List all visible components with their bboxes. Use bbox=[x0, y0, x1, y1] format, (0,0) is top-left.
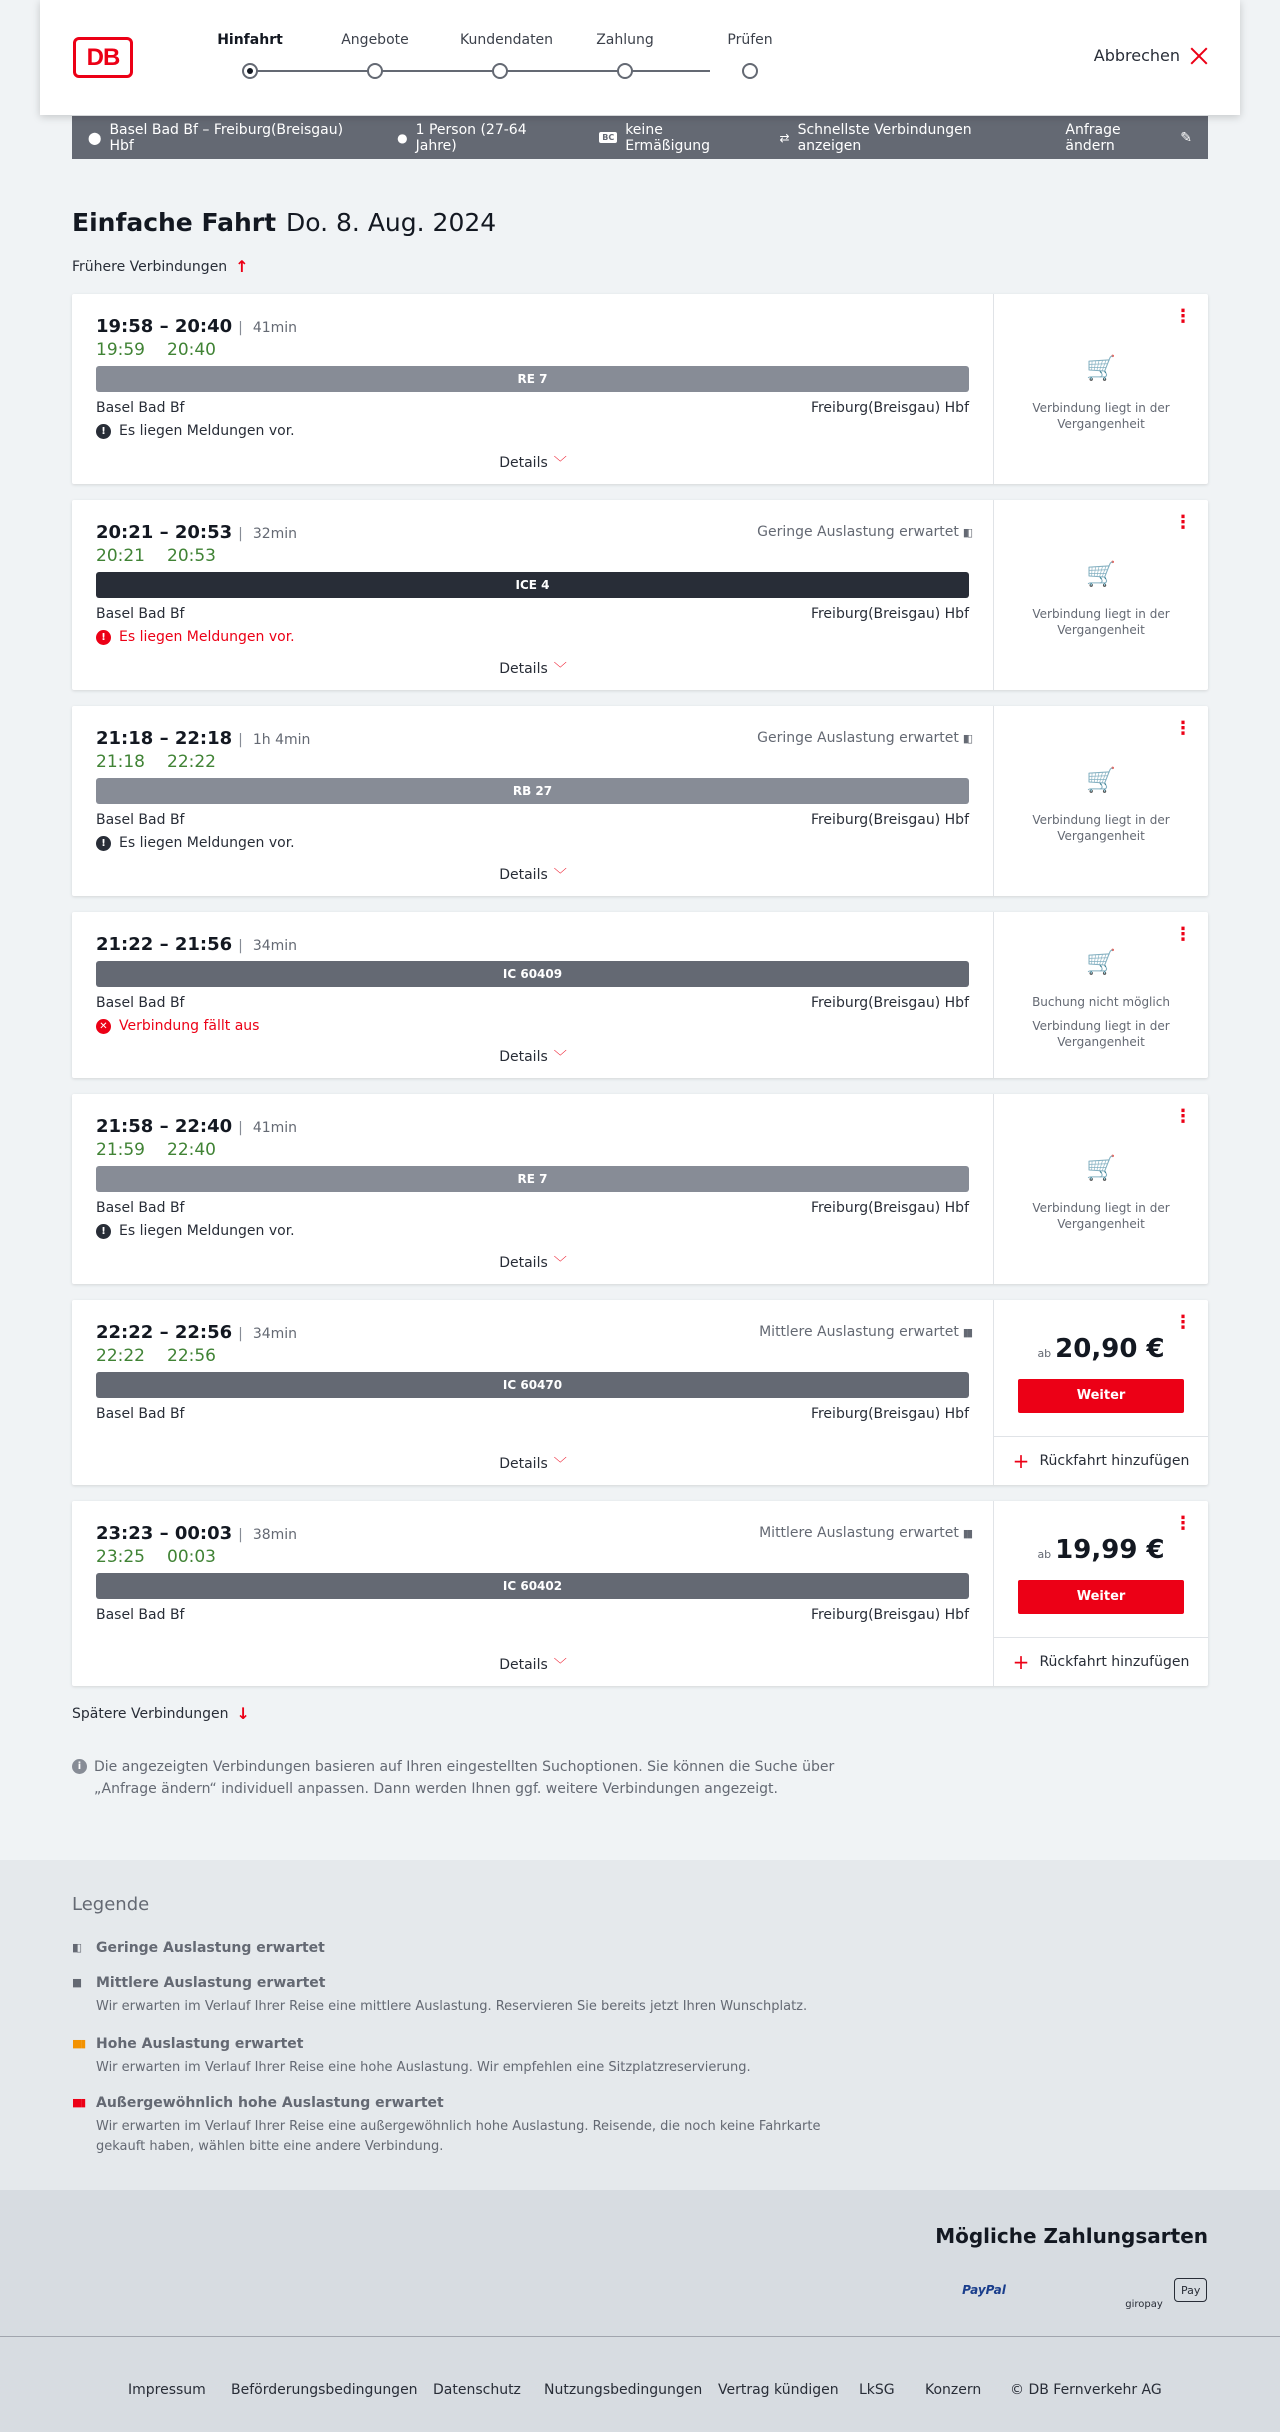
search-info-note: i Die angezeigten Verbindungen basieren auf Ihren eingestellten Suchoptionen. Sie können die Suche über „Anfrage ändern“ individuell anpassen. Dann werden Ihnen ggf. weitere Verbindungen angezeigt. bbox=[72, 1756, 842, 1800]
train-bar: ICE 4 bbox=[96, 572, 969, 598]
departure-station: Basel Bad Bf bbox=[96, 1406, 185, 1422]
direct-debit-icon bbox=[1030, 2270, 1060, 2310]
realtime-times: 23:25 00:03 bbox=[96, 1547, 216, 1567]
legend-item: ▮▮▮ Hohe Auslastung erwartet Wir erwarten im Verlauf Ihrer Reise eine hohe Auslastung. Wir empfehlen eine Sitzplatzreservierung. bbox=[72, 2036, 751, 2075]
connection-info[interactable] bbox=[72, 294, 994, 484]
step-kundendaten: Kundendaten bbox=[460, 32, 540, 54]
occupancy-low-icon: ▮▯ bbox=[962, 732, 971, 745]
chevron-down-icon: ﹀ bbox=[553, 868, 567, 883]
more-options-icon[interactable]: ⋮ bbox=[1174, 1106, 1192, 1127]
summary-persons: ● 1 Person (27-64 Jahre) bbox=[397, 121, 527, 154]
cart-unavailable-icon: 🛒 bbox=[1086, 1154, 1116, 1182]
arrival-station: Freiburg(Breisgau) Hbf bbox=[810, 995, 969, 1011]
summary-route: ⬤ Basel Bad Bf – Freiburg(Breisgau) Hbf bbox=[88, 121, 344, 154]
paypal-logo: PayPal bbox=[962, 2283, 1006, 2297]
past-connection-note: Verbindung liegt in der Vergangenheit bbox=[1032, 1019, 1170, 1049]
occupancy-low-icon: ▮▯ bbox=[962, 526, 971, 539]
more-options-icon[interactable]: ⋮ bbox=[1174, 924, 1192, 945]
step-angebote: Angebote bbox=[335, 32, 415, 54]
summary-discount: BC keine Ermäßigung bbox=[599, 122, 749, 154]
step-hinfahrt[interactable]: Hinfahrt bbox=[210, 32, 290, 54]
more-options-icon[interactable]: ⋮ bbox=[1174, 718, 1192, 739]
legend-item: ▮▮▮ Außergewöhnlich hohe Auslastung erwartet Wir erwarten im Verlauf Ihrer Reise eine außergewöhnlich hohe Auslastung. Reisende, die noch keine Fahrkarte gekauft haben, wählen bitte eine andere Verbindung. bbox=[72, 2095, 821, 2154]
departure-station: Basel Bad Bf bbox=[96, 995, 185, 1011]
occupancy-info: Geringe Auslastung erwartet ▮▯ bbox=[757, 524, 971, 540]
footer-link-datenschutz[interactable]: Datenschutz bbox=[433, 2382, 521, 2398]
plus-icon: + bbox=[1012, 1449, 1030, 1473]
train-bar: RE 7 bbox=[96, 366, 969, 392]
step-zahlung: Zahlung bbox=[585, 32, 665, 54]
connection-info[interactable] bbox=[72, 500, 994, 690]
add-return-button[interactable]: + Rückfahrt hinzufügen bbox=[994, 1637, 1208, 1686]
arrival-station: Freiburg(Breisgau) Hbf bbox=[810, 812, 969, 828]
departure-station: Basel Bad Bf bbox=[96, 1607, 185, 1623]
offer-panel bbox=[994, 294, 1208, 484]
exclamation-icon: ! bbox=[96, 630, 111, 645]
details-toggle[interactable]: Details ﹀ bbox=[499, 867, 567, 883]
offer-panel bbox=[994, 706, 1208, 896]
footer-link-befoerderungsbedingungen[interactable]: Beförderungsbedingungen bbox=[231, 2382, 418, 2398]
bahncard-icon: BC bbox=[599, 132, 617, 143]
cart-unavailable-icon: 🛒 bbox=[1086, 766, 1116, 794]
step-dot bbox=[242, 63, 258, 79]
exclamation-icon: ! bbox=[96, 1224, 111, 1239]
occupancy-very-high-icon: ▮▮▮ bbox=[72, 2096, 85, 2109]
footer-link-impressum[interactable]: Impressum bbox=[128, 2382, 206, 2398]
arrival-station: Freiburg(Breisgau) Hbf bbox=[810, 1406, 969, 1422]
occupancy-medium-icon: ▮▮ bbox=[962, 1326, 971, 1339]
realtime-times: 19:59 20:40 bbox=[96, 340, 216, 360]
past-connection-note: Verbindung liegt in der Vergangenheit bbox=[1032, 607, 1170, 637]
details-toggle[interactable]: Details ﹀ bbox=[499, 1255, 567, 1271]
details-toggle[interactable]: Details ﹀ bbox=[499, 1657, 567, 1673]
abort-button[interactable]: Abbrechen bbox=[1094, 46, 1208, 65]
step-dot bbox=[492, 63, 508, 79]
footer-link-lksg[interactable]: LkSG bbox=[859, 2382, 895, 2398]
booking-unavailable-note: Buchung nicht möglich bbox=[1032, 995, 1170, 1009]
planned-times: 23:23 – 00:03| 38min bbox=[96, 1523, 297, 1544]
realtime-times: 21:59 22:40 bbox=[96, 1140, 216, 1160]
more-options-icon[interactable]: ⋮ bbox=[1174, 1312, 1192, 1333]
planned-times: 20:21 – 20:53| 32min bbox=[96, 522, 297, 543]
arrival-station: Freiburg(Breisgau) Hbf bbox=[810, 400, 969, 416]
past-connection-note: Verbindung liegt in der Vergangenheit bbox=[1032, 1201, 1170, 1231]
price: ab 20,90 € bbox=[1037, 1334, 1165, 1364]
message-notice: ! Es liegen Meldungen vor. bbox=[96, 423, 295, 439]
connection-info[interactable] bbox=[72, 1300, 994, 1485]
details-toggle[interactable]: Details ﹀ bbox=[499, 455, 567, 471]
occupancy-info: Geringe Auslastung erwartet ▮▯ bbox=[757, 730, 971, 746]
legend-section bbox=[0, 1860, 1280, 2190]
offer-panel bbox=[994, 1300, 1208, 1485]
connection-card bbox=[72, 1094, 1208, 1284]
arrival-station: Freiburg(Breisgau) Hbf bbox=[810, 606, 969, 622]
swap-arrows-icon: ⇄ bbox=[779, 130, 790, 145]
invoice-icon bbox=[1079, 2270, 1109, 2310]
arrival-station: Freiburg(Breisgau) Hbf bbox=[810, 1200, 969, 1216]
occupancy-low-icon: ▮▯ bbox=[72, 1941, 81, 1954]
message-notice: ! Es liegen Meldungen vor. bbox=[96, 629, 295, 645]
train-bar: RB 27 bbox=[96, 778, 969, 804]
arrival-station: Freiburg(Breisgau) Hbf bbox=[810, 1607, 969, 1623]
steps-line bbox=[250, 70, 710, 72]
progress-header bbox=[40, 0, 1240, 115]
details-toggle[interactable]: Details ﹀ bbox=[499, 1049, 567, 1065]
footer-link-konzern[interactable]: Konzern bbox=[925, 2382, 982, 2398]
train-bar: IC 60409 bbox=[96, 961, 969, 987]
planned-times: 21:22 – 21:56| 34min bbox=[96, 934, 297, 955]
cart-unavailable-icon: 🛒 bbox=[1086, 354, 1116, 382]
details-toggle[interactable]: Details ﹀ bbox=[499, 661, 567, 677]
cancel-x-icon: ✕ bbox=[96, 1019, 111, 1034]
train-bar: IC 60402 bbox=[96, 1573, 969, 1599]
travel-date: Do. 8. Aug. 2024 bbox=[286, 208, 497, 237]
footer-link-nutzungsbedingungen[interactable]: Nutzungsbedingungen bbox=[544, 2382, 703, 2398]
giropay-logo: giropay bbox=[1125, 2299, 1163, 2310]
planned-times: 21:18 – 22:18| 1h 4min bbox=[96, 728, 310, 749]
price: ab 19,99 € bbox=[1037, 1535, 1165, 1565]
more-options-icon[interactable]: ⋮ bbox=[1174, 1513, 1192, 1534]
footer-link-vertrag-kuendigen[interactable]: Vertrag kündigen bbox=[718, 2382, 839, 2398]
exclamation-icon: ! bbox=[96, 836, 111, 851]
departure-station: Basel Bad Bf bbox=[96, 812, 185, 828]
chevron-down-icon: ﹀ bbox=[553, 1050, 567, 1065]
chevron-down-icon: ﹀ bbox=[553, 1658, 567, 1673]
train-bar: RE 7 bbox=[96, 1166, 969, 1192]
change-request-button[interactable]: Anfrage ändern ✎ bbox=[1065, 121, 1192, 154]
chevron-down-icon: ﹀ bbox=[553, 456, 567, 471]
footer-copyright: © DB Fernverkehr AG bbox=[1010, 2382, 1162, 2398]
step-dot bbox=[367, 63, 383, 79]
connection-card bbox=[72, 1501, 1208, 1686]
past-connection-note: Verbindung liegt in der Vergangenheit bbox=[1032, 401, 1170, 431]
continue-button[interactable]: Weiter bbox=[1018, 1580, 1184, 1614]
realtime-times: 22:22 22:56 bbox=[96, 1346, 216, 1366]
occupancy-info: Mittlere Auslastung erwartet ▮▮ bbox=[759, 1525, 971, 1541]
booking-steps bbox=[210, 32, 773, 82]
departure-station: Basel Bad Bf bbox=[96, 606, 185, 622]
more-options-icon[interactable]: ⋮ bbox=[1174, 512, 1192, 533]
footer bbox=[0, 2336, 1280, 2432]
legend-title: Legende bbox=[72, 1894, 150, 1915]
chevron-down-icon: ﹀ bbox=[553, 1256, 567, 1271]
departure-station: Basel Bad Bf bbox=[96, 1200, 185, 1216]
details-toggle[interactable]: Details ﹀ bbox=[499, 1456, 567, 1472]
step-dot bbox=[742, 63, 758, 79]
step-pruefen: Prüfen bbox=[710, 32, 790, 54]
exclamation-icon: ! bbox=[96, 424, 111, 439]
more-options-icon[interactable]: ⋮ bbox=[1174, 306, 1192, 327]
payment-title: Mögliche Zahlungsarten bbox=[935, 2224, 1208, 2248]
offer-panel bbox=[994, 1094, 1208, 1284]
occupancy-info: Mittlere Auslastung erwartet ▮▮ bbox=[759, 1324, 971, 1340]
step-dot bbox=[617, 63, 633, 79]
offer-panel bbox=[994, 912, 1208, 1078]
arrow-up-icon: ↑ bbox=[235, 257, 249, 276]
connection-info[interactable] bbox=[72, 912, 994, 1078]
message-notice: ! Es liegen Meldungen vor. bbox=[96, 1223, 295, 1239]
planned-times: 19:58 – 20:40| 41min bbox=[96, 316, 297, 337]
realtime-times: 21:18 22:22 bbox=[96, 752, 216, 772]
connection-info[interactable] bbox=[72, 1501, 994, 1686]
connection-card bbox=[72, 912, 1208, 1078]
summary-option: ⇄ Schnellste Verbindungen anzeigen bbox=[779, 121, 972, 154]
offer-panel bbox=[994, 500, 1208, 690]
connection-card bbox=[72, 294, 1208, 484]
connection-info[interactable] bbox=[72, 706, 994, 896]
arrow-down-icon: ↓ bbox=[236, 1704, 250, 1723]
connection-card bbox=[72, 500, 1208, 690]
planned-times: 22:22 – 22:56| 34min bbox=[96, 1322, 297, 1343]
payment-methods-section bbox=[0, 2190, 1280, 2336]
connection-card bbox=[72, 1300, 1208, 1485]
chevron-down-icon: ﹀ bbox=[553, 1457, 567, 1472]
cart-unavailable-icon: 🛒 bbox=[1086, 560, 1116, 588]
plus-icon: + bbox=[1012, 1650, 1030, 1674]
add-return-button[interactable]: + Rückfahrt hinzufügen bbox=[994, 1436, 1208, 1485]
continue-button[interactable]: Weiter bbox=[1018, 1379, 1184, 1413]
past-connection-note: Verbindung liegt in der Vergangenheit bbox=[1032, 813, 1170, 843]
earlier-connections-link[interactable]: Frühere Verbindungen ↑ bbox=[72, 257, 249, 276]
connection-info[interactable] bbox=[72, 1094, 994, 1284]
planned-times: 21:58 – 22:40| 41min bbox=[96, 1116, 297, 1137]
cart-unavailable-icon: 🛒 bbox=[1086, 948, 1116, 976]
cancellation-notice: ✕ Verbindung fällt aus bbox=[96, 1018, 259, 1034]
occupancy-high-icon: ▮▮▮ bbox=[72, 2037, 85, 2050]
later-connections-link[interactable]: Spätere Verbindungen ↓ bbox=[72, 1704, 250, 1723]
occupancy-medium-icon: ▮▮ bbox=[72, 1976, 81, 1989]
info-icon: i bbox=[72, 1759, 87, 1774]
location-pin-icon: ⬤ bbox=[88, 130, 102, 145]
db-logo[interactable]: DB bbox=[73, 37, 133, 78]
legend-item: ▮▯ Geringe Auslastung erwartet bbox=[72, 1940, 325, 1956]
legend-item: ▮▮ Mittlere Auslastung erwartet Wir erwarten im Verlauf Ihrer Reise eine mittlere Auslastung. Reservieren Sie bereits jetzt Ihren Wunschplatz. bbox=[72, 1975, 808, 2014]
message-notice: ! Es liegen Meldungen vor. bbox=[96, 835, 295, 851]
realtime-times: 20:21 20:53 bbox=[96, 546, 216, 566]
connection-card bbox=[72, 706, 1208, 896]
search-summary-bar bbox=[72, 116, 1208, 159]
departure-station: Basel Bad Bf bbox=[96, 400, 185, 416]
chevron-down-icon: ﹀ bbox=[553, 662, 567, 677]
pencil-icon: ✎ bbox=[1180, 129, 1192, 146]
apple-pay-logo: Pay bbox=[1174, 2278, 1207, 2302]
close-icon bbox=[1190, 47, 1208, 65]
train-bar: IC 60470 bbox=[96, 1372, 969, 1398]
occupancy-medium-icon: ▮▮ bbox=[962, 1527, 971, 1540]
offer-panel bbox=[994, 1501, 1208, 1686]
page-title: Einfache Fahrt Do. 8. Aug. 2024 bbox=[72, 208, 497, 237]
person-icon: ● bbox=[397, 130, 408, 145]
